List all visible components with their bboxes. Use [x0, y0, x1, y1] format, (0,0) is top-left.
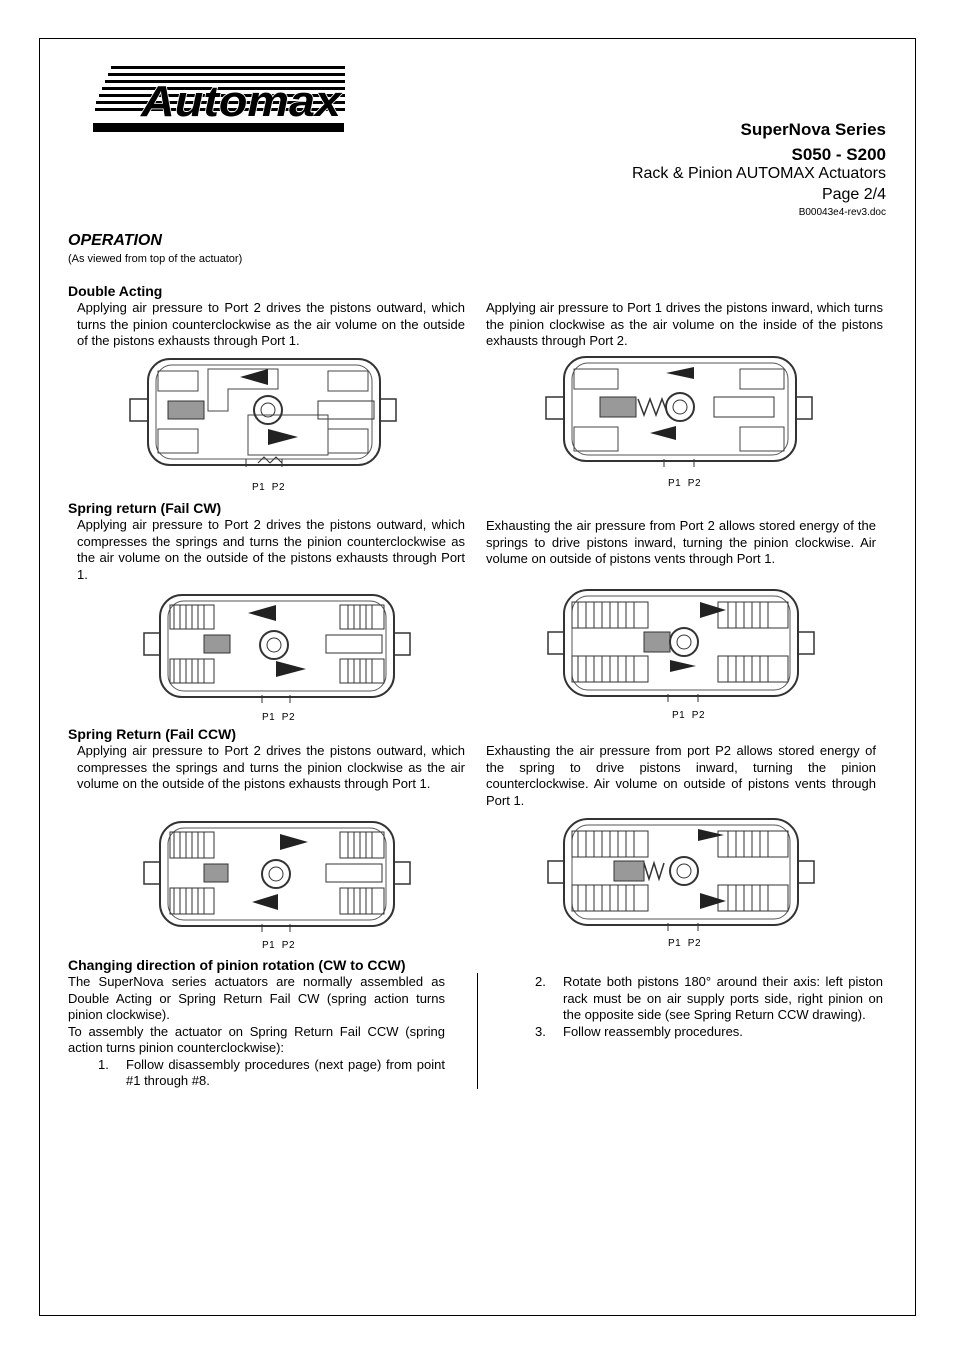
step-text: Follow disassembly procedures (next page) from point #1 through #8.: [126, 1056, 445, 1088]
section-title-spring-return-fail-ccw: Spring Return (Fail CCW): [68, 726, 236, 742]
fail-cw-left-ports: P1 P2: [262, 712, 296, 723]
fail-cw-right-text: Exhausting the air pressure from Port 2 allows stored energy of the springs to drive pistons inward, turning the pinion clockwise. Air volume on outside of pistons vents through Port 1.: [486, 518, 876, 566]
double-acting-left-ports: P1 P2: [252, 482, 286, 493]
actuator-diagram-fail-cw-outward: [144, 591, 412, 707]
document-subtitle: Rack & Pinion AUTOMAX Actuators: [631, 165, 886, 182]
step-item: [505, 974, 883, 1024]
actuator-diagram-fail-ccw-spring: [548, 815, 816, 933]
actuator-diagram-fail-cw-spring: [548, 586, 816, 704]
fail-ccw-right-text: Exhausting the air pressure from port P2 allows stored energy of the spring to drive pistons inward, turning the pinion counterclockwise. Air volume on outside of pistons vents through Port 1.: [486, 743, 876, 808]
changing-direction-heading: Changing direction of pinion rotation (CW to CCW): [68, 957, 406, 973]
double-acting-right-text: Applying air pressure to Port 1 drives the pistons inward, which turns the pinion clockwise as the air volume on the inside of the pistons exhausts through Port 2.: [486, 300, 883, 348]
step-number: 1.: [98, 1056, 109, 1072]
changing-intro-2: To assembly the actuator on Spring Return Fail CCW (spring action turns pinion counterclockwise):: [68, 1023, 445, 1055]
changing-direction-body: [68, 974, 445, 1090]
steps-right-column: [505, 974, 883, 1040]
series-title: SuperNova Series: [740, 120, 886, 139]
actuator-diagram-fail-ccw-outward: [144, 818, 412, 936]
operation-heading: OPERATION: [68, 232, 162, 249]
column-divider: [477, 973, 478, 1089]
logo-wordmark: Automax: [139, 77, 343, 126]
actuator-diagram-double-acting-inward: [544, 353, 814, 469]
step-item: [68, 1057, 445, 1090]
step-item: [505, 1024, 883, 1041]
fail-ccw-right-ports: P1 P2: [668, 938, 702, 949]
section-title-spring-return-fail-cw: Spring return (Fail CW): [68, 500, 222, 516]
steps-list-left: [68, 1057, 445, 1090]
operation-note: (As viewed from top of the actuator): [68, 253, 243, 265]
fail-ccw-left-ports: P1 P2: [262, 940, 296, 951]
double-acting-left-text: Applying air pressure to Port 2 drives the pistons outward, which turns the pinion counterclockwise as the air volume on the outside of the pistons exhausts through Port 1.: [77, 300, 465, 348]
step-number: 2.: [535, 974, 546, 989]
model-range: S050 - S200: [791, 145, 886, 164]
step-number: 3.: [535, 1023, 546, 1039]
changing-intro-1: The SuperNova series actuators are normally assembled as Double Acting or Spring Return Fail CW (spring action turns pinion clockwise).: [68, 974, 445, 1022]
step-text: Follow reassembly procedures.: [563, 1023, 743, 1039]
fail-cw-right-ports: P1 P2: [672, 710, 706, 721]
actuator-diagram-double-acting-outward: [128, 355, 398, 473]
steps-list-right: [505, 974, 883, 1040]
document-reference: B00043e4-rev3.doc: [798, 207, 886, 218]
fail-ccw-left-text: Applying air pressure to Port 2 drives the pistons outward, which compresses the springs and turns the pinion clockwise as the air volume on the outside of the pistons exhausts through Port 1.: [77, 743, 465, 791]
step-text: Rotate both pistons 180° around their axis: left piston rack must be on air supply ports side, right pinion on the opposite side (see Spring Return CCW drawing).: [563, 974, 883, 1022]
automax-logo: [93, 64, 345, 134]
fail-cw-left-text: Applying air pressure to Port 2 drives the pistons outward, which compresses the springs and turns the pinion counterclockwise as the air volume on the outside of the pistons exhausts through Port 1.: [77, 517, 465, 582]
page-number: Page 2/4: [821, 186, 886, 203]
section-title-double-acting: Double Acting: [68, 283, 163, 299]
double-acting-right-ports: P1 P2: [668, 478, 702, 489]
